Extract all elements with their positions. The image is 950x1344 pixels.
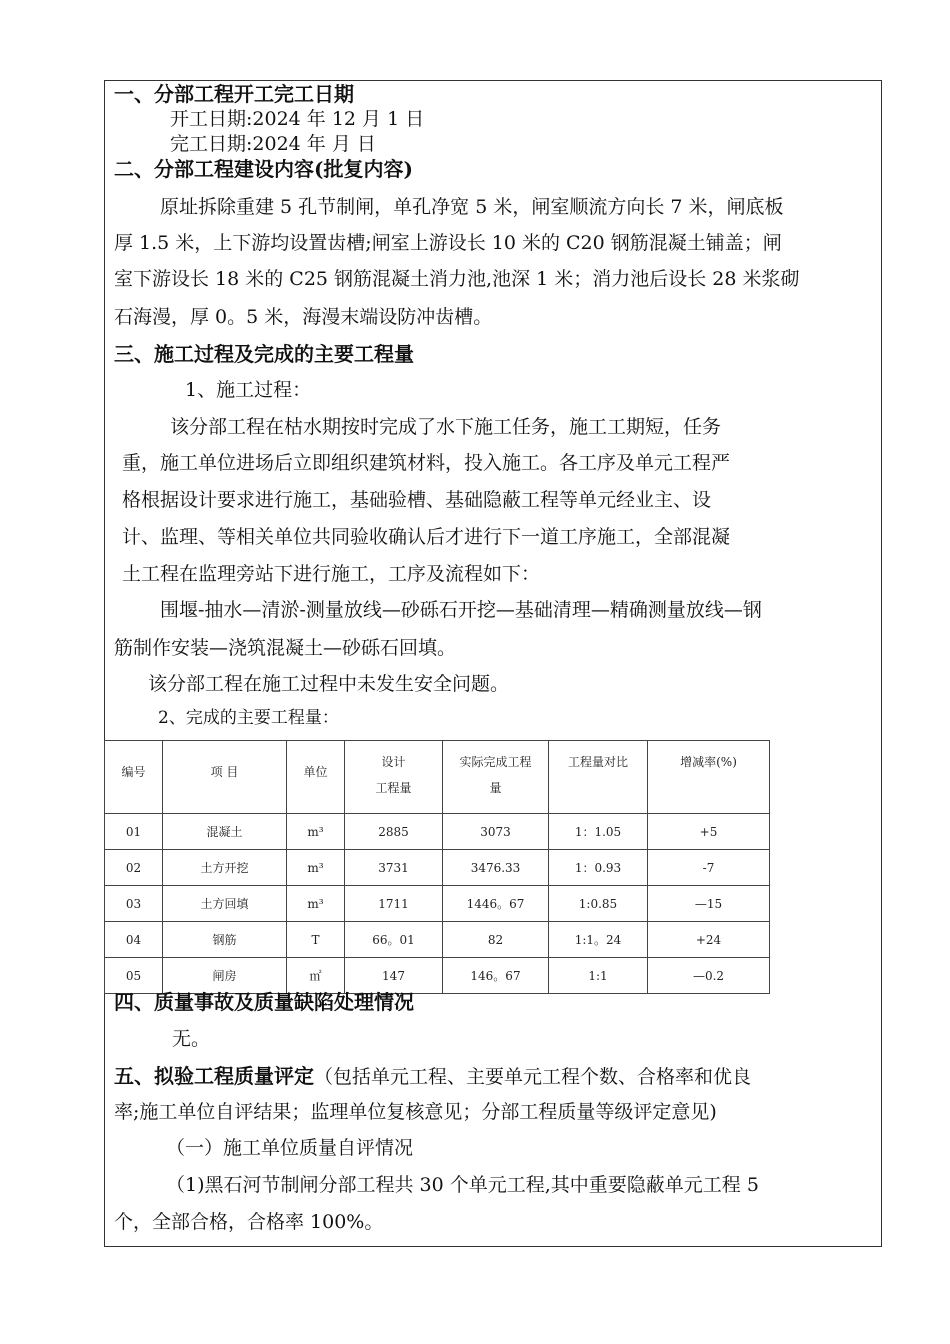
cell-unit: ㎡ bbox=[287, 958, 345, 994]
cell-ratio: 1:1。24 bbox=[549, 922, 648, 958]
cell-item: 土方开挖 bbox=[163, 850, 287, 886]
content-line: 石海漫，厚 0。5 米，海漫末端设防冲齿槽。 bbox=[114, 306, 493, 328]
header-actual: 实际完成工程 量 bbox=[443, 741, 549, 814]
cell-actual: 3476.33 bbox=[443, 850, 549, 886]
cell-design: 3731 bbox=[345, 850, 443, 886]
cell-ratio: 1：1.05 bbox=[549, 814, 648, 850]
table-header-row bbox=[105, 741, 770, 814]
cell-ratio: 1：0.93 bbox=[549, 850, 648, 886]
cell-item: 混凝土 bbox=[163, 814, 287, 850]
cell-no: 02 bbox=[105, 850, 163, 886]
cell-item: 钢筋 bbox=[163, 922, 287, 958]
header-unit: 单位 bbox=[287, 741, 345, 814]
section-1-title: 一、分部工程开工完工日期 bbox=[114, 82, 354, 106]
header-no: 编号 bbox=[105, 741, 163, 814]
process-line: 重，施工单位进场后立即组织建筑材料，投入施工。各工序及单元工程严 bbox=[122, 452, 731, 474]
cell-ratio: 1:0.85 bbox=[549, 886, 648, 922]
process-line: 该分部工程在枯水期按时完成了水下施工任务，施工工期短，任务 bbox=[170, 416, 722, 438]
cell-unit: m³ bbox=[287, 814, 345, 850]
table-row bbox=[105, 814, 770, 850]
header-item: 项 目 bbox=[163, 741, 287, 814]
cell-design: 2885 bbox=[345, 814, 443, 850]
cell-unit: T bbox=[287, 922, 345, 958]
process-line: 格根据设计要求进行施工，基础验槽、基础隐蔽工程等单元经业主、设 bbox=[122, 489, 712, 511]
content-line: 原址拆除重建 5 孔节制闸，单孔净宽 5 米，闸室顺流方向长 7 米，闸底板 bbox=[160, 196, 784, 218]
section-4-content: 无。 bbox=[172, 1028, 211, 1050]
cell-rate: +24 bbox=[648, 922, 770, 958]
table-row bbox=[105, 922, 770, 958]
cell-ratio: 1:1 bbox=[549, 958, 648, 994]
section-2-title: 二、分部工程建设内容(批复内容) bbox=[114, 157, 413, 181]
cell-rate: +5 bbox=[648, 814, 770, 850]
section-5-title bbox=[114, 1064, 751, 1089]
cell-actual: 146。67 bbox=[443, 958, 549, 994]
table-row bbox=[105, 886, 770, 922]
table-row bbox=[105, 850, 770, 886]
process-line: 土工程在监理旁站下进行施工，工序及流程如下： bbox=[122, 563, 541, 585]
flow-line: 筋制作安装—浇筑混凝土—砂砾石回填。 bbox=[114, 637, 457, 659]
cell-no: 01 bbox=[105, 814, 163, 850]
cell-rate: —15 bbox=[648, 886, 770, 922]
flow-line: 围堰-抽水—清淤-测量放线—砂砾石开挖—基础清理—精确测量放线—钢 bbox=[160, 599, 762, 621]
cell-no: 03 bbox=[105, 886, 163, 922]
cell-no: 04 bbox=[105, 922, 163, 958]
cell-design: 66。01 bbox=[345, 922, 443, 958]
cell-actual: 3073 bbox=[443, 814, 549, 850]
self-eval-line: 个，全部合格，合格率 100%。 bbox=[114, 1211, 384, 1233]
table-row bbox=[105, 958, 770, 994]
section-5-title-bold: 五、拟验工程质量评定 bbox=[114, 1064, 314, 1088]
safety-note: 该分部工程在施工过程中未发生安全问题。 bbox=[148, 673, 510, 695]
header-design: 设计 工程量 bbox=[345, 741, 443, 814]
start-date: 开工日期:2024 年 12 月 1 日 bbox=[170, 108, 425, 130]
cell-item: 闸房 bbox=[163, 958, 287, 994]
cell-no: 05 bbox=[105, 958, 163, 994]
process-line: 计、监理、等相关单位共同验收确认后才进行下一道工序施工，全部混凝 bbox=[122, 526, 731, 548]
section-3-title: 三、施工过程及完成的主要工程量 bbox=[114, 342, 414, 366]
end-date: 完工日期:2024 年 月 日 bbox=[170, 133, 376, 155]
header-ratio: 工程量对比 bbox=[549, 741, 648, 814]
cell-unit: m³ bbox=[287, 886, 345, 922]
cell-rate: -7 bbox=[648, 850, 770, 886]
header-rate: 增减率(%) bbox=[648, 741, 770, 814]
cell-design: 147 bbox=[345, 958, 443, 994]
cell-item: 土方回填 bbox=[163, 886, 287, 922]
cell-rate: —0.2 bbox=[648, 958, 770, 994]
subsection-process: 1、施工过程： bbox=[185, 379, 312, 401]
section-4-title: 四、质量事故及质量缺陷处理情况 bbox=[114, 990, 414, 1014]
quantities-table bbox=[104, 740, 770, 994]
self-eval-line: （1)黑石河节制闸分部工程共 30 个单元工程,其中重要隐蔽单元工程 5 bbox=[166, 1174, 759, 1196]
cell-unit: m³ bbox=[287, 850, 345, 886]
content-line: 室下游设长 18 米的 C25 钢筋混凝土消力池,池深 1 米；消力池后设长 28 米浆砌 bbox=[114, 268, 800, 290]
content-line: 厚 1.5 米，上下游均设置齿槽;闸室上游设长 10 米的 C20 钢筋混凝土铺盖；闸 bbox=[114, 232, 782, 254]
cell-actual: 82 bbox=[443, 922, 549, 958]
subsection-quantities: 2、完成的主要工程量： bbox=[158, 708, 339, 728]
cell-actual: 1446。67 bbox=[443, 886, 549, 922]
section-5-title-rest: （包括单元工程、主要单元工程个数、合格率和优良 bbox=[314, 1066, 752, 1088]
self-eval-heading: （一）施工单位质量自评情况 bbox=[166, 1137, 414, 1159]
cell-design: 1711 bbox=[345, 886, 443, 922]
section-5-line: 率;施工单位自评结果；监理单位复核意见；分部工程质量等级评定意见) bbox=[114, 1101, 717, 1123]
